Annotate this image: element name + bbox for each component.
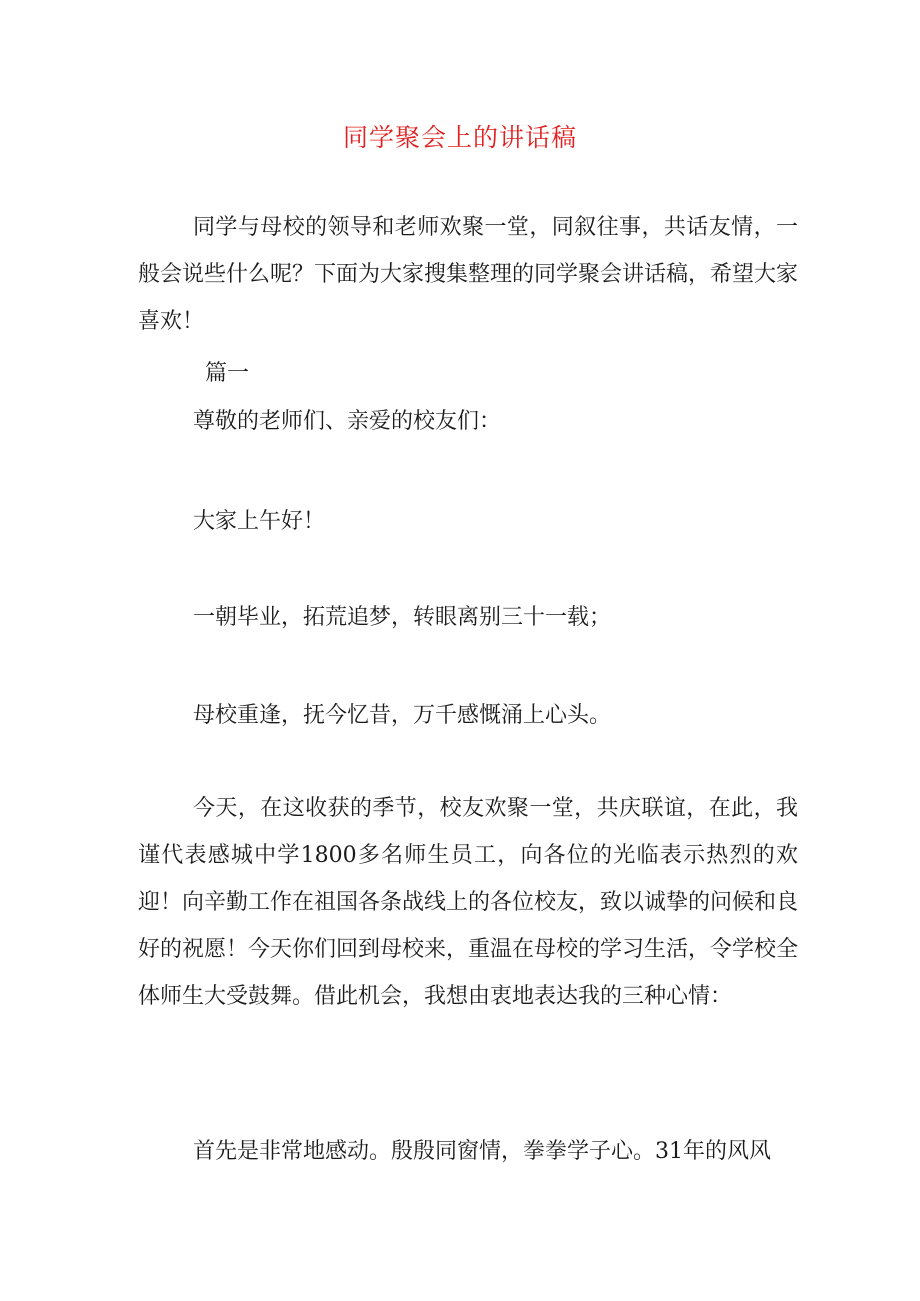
paragraph-today: 今天，在这收获的季节，校友欢聚一堂，共庆联谊，在此，我谨代表感城中学1800多名师生员工，向各位的光临表示热烈的欢迎！向辛勤工作在祖国各条战线上的各位校友，致以诚挚的问候和良好的祝愿！今天你们回到母校来，重温在母校的学习生活，令学校全体师生大受鼓舞。借此机会，我想由衷地表达我的三种心情：: [138, 796, 799, 1009]
document-title: 同学聚会上的讲话稿: [342, 123, 577, 152]
verse-line-2: 母校重逢，抚今忆昔，万千感慨涌上心头。: [193, 703, 612, 728]
intro-paragraph: 同学与母校的领导和老师欢聚一堂，同叙往事，共话友情，一般会说些什么呢？下面为大家搜集整理的同学聚会讲话稿，希望大家喜欢！: [138, 215, 799, 334]
salutation: 尊敬的老师们、亲爱的校友们：: [193, 409, 502, 434]
greeting: 大家上午好！: [193, 509, 326, 534]
verse-line-1: 一朝毕业，拓荒追梦，转眼离别三十一载；: [193, 605, 612, 630]
paragraph-first: 首先是非常地感动。殷殷同窗情，拳拳学子心。31年的风风: [193, 1139, 771, 1164]
section-label: 篇一: [205, 361, 250, 386]
